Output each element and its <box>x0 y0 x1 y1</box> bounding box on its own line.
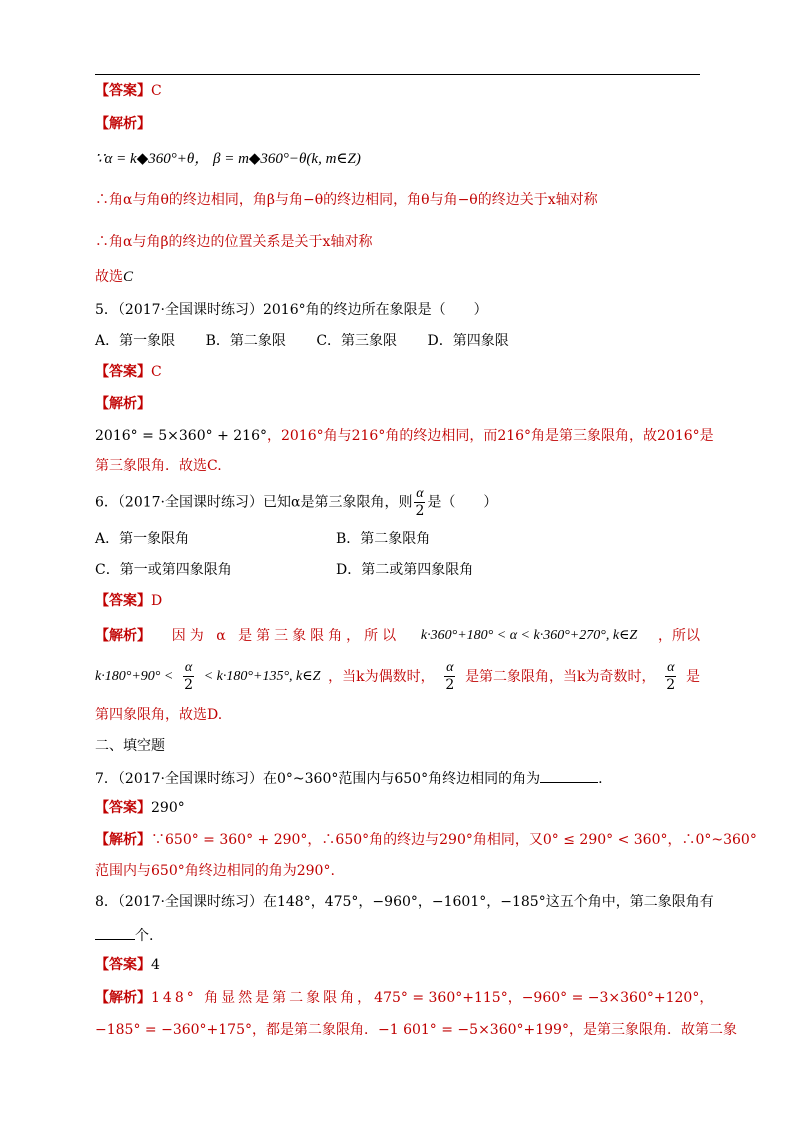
conclusion-prefix: 故选 <box>95 269 123 285</box>
math-b: < k·180°+135°, k∈Z <box>203 668 321 684</box>
alpha-over-2-fraction: $\frac{\alpha}{2}$ <box>415 486 425 519</box>
q4-answer <box>95 82 162 100</box>
q5-option-b: B．第二象限 <box>205 333 286 349</box>
q7-analysis-line-2: 范围内与650°角终边相同的角为290°. <box>95 863 335 879</box>
answer-value: D <box>151 593 163 609</box>
q6-stem <box>95 486 497 519</box>
answer-value: 290° <box>151 800 185 816</box>
q7-stem-text: 7．（2017·全国课时练习）在0°~360°范围内与650°角终边相同的角为 <box>95 771 541 787</box>
analysis-tag: 【解析】 <box>95 116 151 132</box>
answer-value: 4 <box>151 957 160 973</box>
text-2: 475° = 360°+115°， <box>374 990 522 1006</box>
q5-stem: 5．（2017·全国课时练习）2016°角的终边所在象限是（ ） <box>95 302 488 318</box>
analysis-tag: 【解析】 <box>95 396 151 412</box>
analysis-tag: 【解析】 <box>95 990 151 1006</box>
q5-option-d: D．第四象限 <box>427 333 509 349</box>
text-3: −960° = −3×360°+120°， <box>521 990 714 1006</box>
q6-option-d: D．第二或第四象限角 <box>336 562 474 578</box>
q5-analysis-line-1 <box>95 427 714 445</box>
q7-analysis-line-1 <box>95 831 757 849</box>
math-a: k·180°+90° < <box>95 668 174 684</box>
math: 2016° = 5×360° + 216° <box>95 428 267 444</box>
math: k·360°+180° < α < k·360°+270°, k∈Z <box>420 628 638 643</box>
q8-stem-line-2 <box>95 925 153 945</box>
q6-stem-a: 6．（2017·全国课时练习）已知α是第三象限角，则 <box>95 494 413 511</box>
q4-analysis-tag <box>95 115 151 133</box>
text: 因为 α 是第三象限角，所以 <box>171 628 401 644</box>
q5-options <box>95 332 509 350</box>
q5-analysis-tag <box>95 395 151 413</box>
answer-tag: 【答案】 <box>95 957 151 973</box>
text: ，2016°角与216°角的终边相同，而216°角是第三象限角，故2016°是 <box>266 428 714 444</box>
answer-value: C <box>151 364 162 380</box>
text: ∵650° = 360° + 290°，∴650°角的终边与290°角相同，又0° ≤ 290° < 360°，∴0°~360° <box>151 832 757 848</box>
q8-stem-end: 个. <box>135 928 154 944</box>
q6-answer <box>95 592 162 610</box>
q6-stem-b: 是（ ） <box>427 494 498 511</box>
text-1: 148° 角显然是第二象限角， <box>151 990 375 1006</box>
q5-option-a: A．第一象限 <box>95 333 176 349</box>
text-1: ，当k为偶数时， <box>328 668 435 685</box>
q6-analysis-line-1 <box>95 627 700 645</box>
alpha-over-2-fraction: $\frac{\alpha}{2}$ <box>445 660 455 693</box>
analysis-tag: 【解析】 <box>95 832 151 848</box>
answer-blank <box>95 925 135 940</box>
q4-formula: ∵α = k◆360°+θ， β = m◆360°−θ(k, m∈Z) <box>95 151 361 167</box>
q8-stem: 8．（2017·全国课时练习）在148°，475°，−960°，−1601°，−185°这五个角中，第二象限角有 <box>95 894 714 910</box>
analysis-tag: 【解析】 <box>95 628 151 644</box>
q7-stem <box>95 768 603 788</box>
header-rule <box>95 74 700 75</box>
alpha-over-2-fraction: $\frac{\alpha}{2}$ <box>184 660 193 693</box>
q7-answer <box>95 799 185 817</box>
q6-option-c: C．第一或第四象限角 <box>95 562 232 578</box>
conclusion-letter: C <box>123 269 134 285</box>
answer-tag: 【答案】 <box>95 800 151 816</box>
text-tail: ，所以 <box>657 628 700 644</box>
alpha-over-2-fraction: $\frac{\alpha}{2}$ <box>666 660 676 693</box>
q5-analysis-line-2: 第三象限角．故选C. <box>95 458 222 474</box>
section-heading: 二、填空题 <box>95 738 165 754</box>
q8-answer <box>95 956 160 974</box>
q8-analysis-line-2: −185° = −360°+175°，都是第二象限角．−1 601° = −5×360°+199°，是第三象限角．故第二象 <box>95 1022 737 1038</box>
q7-stem-end: . <box>598 771 603 787</box>
q4-conclusion <box>95 268 133 286</box>
q8-analysis-line-1 <box>95 989 714 1007</box>
answer-tag: 【答案】 <box>95 83 151 99</box>
q6-option-b: B．第二象限角 <box>336 531 431 547</box>
answer-tag: 【答案】 <box>95 364 151 380</box>
q4-analysis-line-3: ∴角α与角β的终边的位置关系是关于x轴对称 <box>95 234 373 250</box>
answer-value: C <box>151 83 162 99</box>
q5-option-c: C．第三象限 <box>316 333 398 349</box>
q5-answer <box>95 363 162 381</box>
q6-analysis-line-2 <box>95 660 700 693</box>
text-3: 是 <box>685 668 700 685</box>
q6-analysis-line-3: 第四象限角，故选D. <box>95 707 223 723</box>
q4-analysis-line-2: ∴角α与角θ的终边相同，角β与角−θ的终边相同，角θ与角−θ的终边关于x轴对称 <box>95 192 598 208</box>
q6-option-a: A．第一象限角 <box>95 531 190 547</box>
text-2: 是第二象限角，当k为奇数时， <box>465 668 656 685</box>
answer-blank <box>540 768 598 783</box>
answer-tag: 【答案】 <box>95 593 151 609</box>
